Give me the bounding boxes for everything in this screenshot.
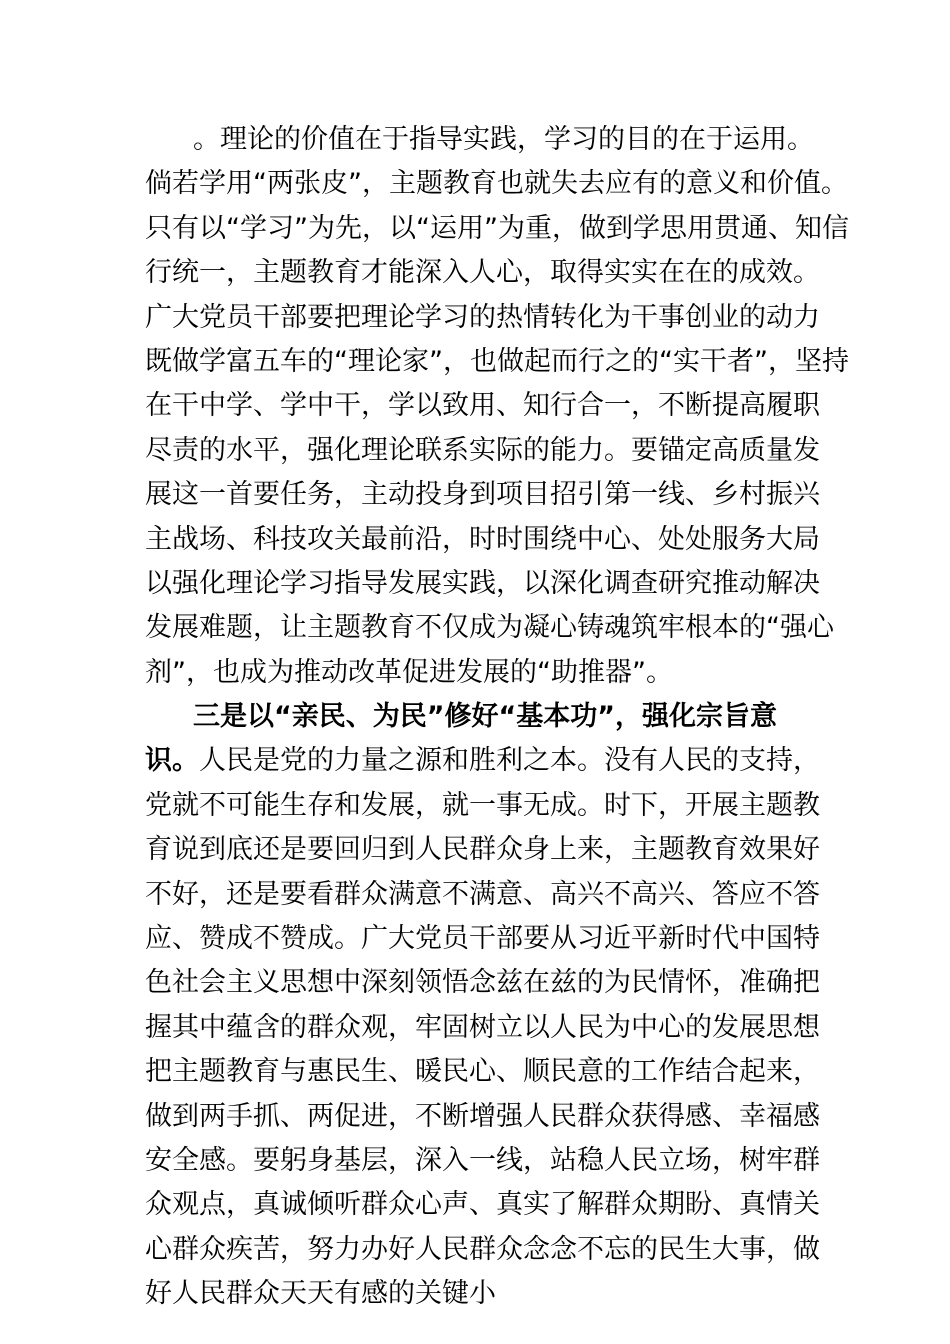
paragraph-2-line: 应、赞成不赞成。广大党员干部要从习近平新时代中国特 <box>145 923 820 955</box>
paragraph-1-line: 以强化理论学习指导发展实践，以深化调查研究推动解决 <box>145 567 820 599</box>
paragraph-2-line: 众观点，真诚倾听群众心声、真实了解群众期盼、真情关 <box>145 1189 820 1221</box>
section-heading: 三是以“亲民、为民”修好“基本功”，强化宗旨意 <box>193 701 777 733</box>
paragraph-1-line: 尽责的水平，强化理论联系实际的能力。要锚定高质量发 <box>145 434 820 466</box>
paragraph-2-line: 色社会主义思想中深刻领悟念兹在兹的为民情怀，准确把 <box>145 967 820 999</box>
paragraph-2-line: 好人民群众天天有感的关键小 <box>145 1278 496 1310</box>
paragraph-1-line: 只有以“学习”为先，以“运用”为重，做到学思用贯通、知信 <box>145 212 849 244</box>
paragraph-2-line: 做到两手抓、两促进，不断增强人民群众获得感、幸福感 <box>145 1100 820 1132</box>
section-heading-tail: 识。 <box>145 745 199 777</box>
paragraph-2-line: 安全感。要躬身基层，深入一线，站稳人民立场，树牢群 <box>145 1144 820 1176</box>
paragraph-2-line: 心群众疾苦，努力办好人民群众念念不忘的民生大事，做 <box>145 1233 820 1265</box>
paragraph-1-line: 展这一首要任务，主动投身到项目招引第一线、乡村振兴 <box>145 479 820 511</box>
paragraph-1-line: 主战场、科技攻关最前沿，时时围绕中心、处处服务大局 <box>145 523 820 555</box>
paragraph-1-line: 行统一，主题教育才能深入人心，取得实实在在的成效。 <box>145 257 820 289</box>
paragraph-2-line: 把主题教育与惠民生、暖民心、顺民意的工作结合起来， <box>145 1056 820 1088</box>
paragraph-2-line: 握其中蕴含的群众观，牢固树立以人民为中心的发展思想 <box>145 1011 820 1043</box>
paragraph-1-line: 。理论的价值在于指导实践，学习的目的在于运用。 <box>193 124 814 155</box>
paragraph-1-line: 发展难题，让主题教育不仅成为凝心铸魂筑牢根本的“强心 <box>145 612 834 644</box>
document-body <box>145 118 849 1317</box>
paragraph-1-line: 剂”，也成为推动改革促进发展的“助推器”。 <box>145 656 673 688</box>
paragraph-2-line: 育说到底还是要回归到人民群众身上来，主题教育效果好 <box>145 834 820 866</box>
paragraph-1-line: 在干中学、学中干，学以致用、知行合一，不断提高履职 <box>145 390 820 422</box>
paragraph-2-line: 党就不可能生存和发展，就一事无成。时下，开展主题教 <box>145 789 820 821</box>
paragraph-1-line: 倘若学用“两张皮”，主题教育也就失去应有的意义和价值。 <box>145 168 848 200</box>
paragraph-2-text: 人民是党的力量之源和胜利之本。没有人民的支持， <box>199 745 820 777</box>
paragraph-2-line <box>145 739 820 783</box>
paragraph-1-line: 广大党员干部要把理论学习的热情转化为干事创业的动力 <box>145 301 820 333</box>
paragraph-1-line: 既做学富五车的“理论家”，也做起而行之的“实干者”，坚持 <box>145 345 849 377</box>
paragraph-2-line: 不好，还是要看群众满意不满意、高兴不高兴、答应不答 <box>145 878 820 910</box>
